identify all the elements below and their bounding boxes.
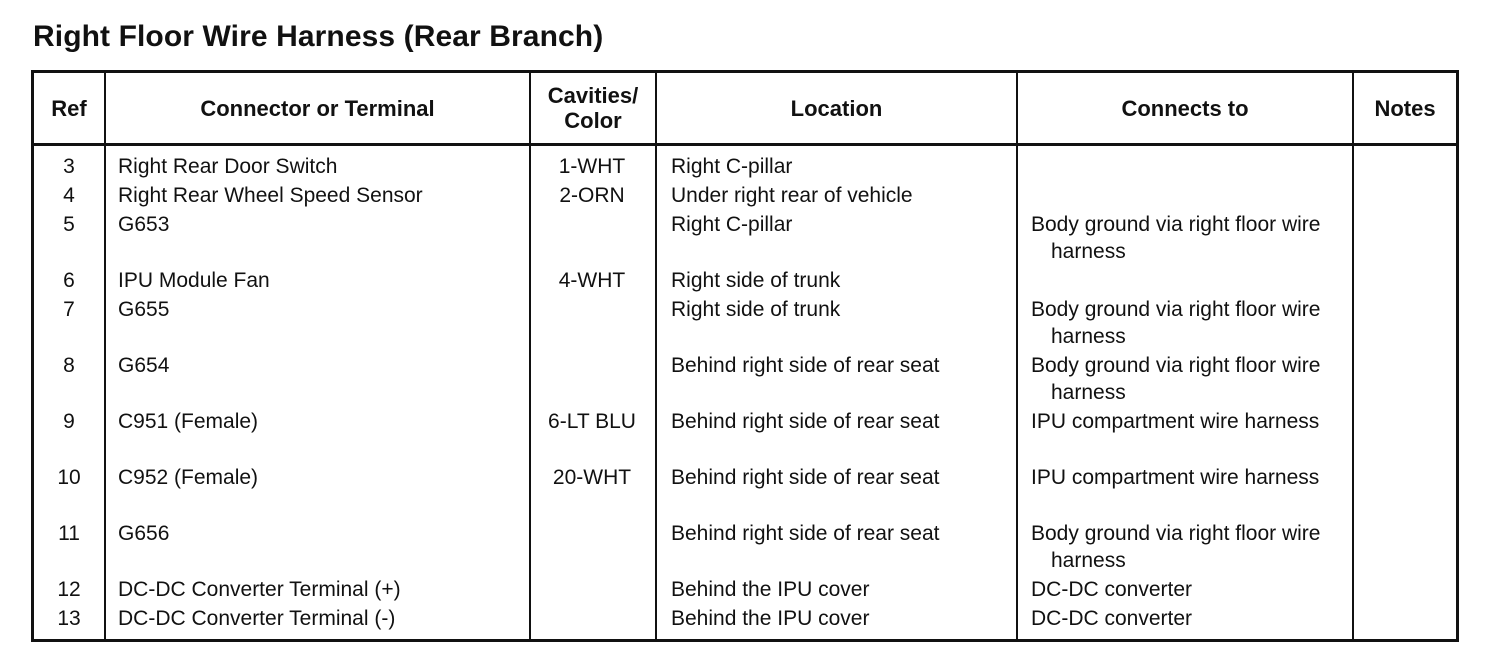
- connects-to-line: harness: [1051, 549, 1126, 572]
- header-location: Location: [790, 95, 883, 121]
- column-divider: [1016, 73, 1018, 639]
- location-cell: Under right rear of vehicle: [671, 184, 913, 207]
- header-connects-to: Connects to: [1121, 95, 1249, 121]
- header-divider: [34, 143, 1456, 146]
- connector-cell: Right Rear Door Switch: [118, 155, 338, 178]
- connector-cell: G654: [118, 354, 170, 377]
- connector-cell: G653: [118, 213, 170, 236]
- connector-cell: C952 (Female): [118, 466, 259, 489]
- cavities-cell: 6-LT BLU: [548, 410, 636, 433]
- connector-cell: Right Rear Wheel Speed Sensor: [118, 184, 423, 207]
- location-cell: Right C-pillar: [671, 213, 793, 236]
- ref-cell: 12: [57, 578, 81, 601]
- connector-cell: G656: [118, 522, 170, 545]
- connects-to-line: Body ground via right floor wire: [1031, 298, 1321, 321]
- header-connector: Connector or Terminal: [200, 95, 435, 121]
- ref-cell: 8: [63, 354, 75, 377]
- ref-cell: 6: [63, 269, 75, 292]
- cavities-cell: 20-WHT: [552, 466, 632, 489]
- location-cell: Right side of trunk: [671, 269, 841, 292]
- ref-cell: 5: [63, 213, 75, 236]
- column-divider: [655, 73, 657, 639]
- header-notes: Notes: [1374, 95, 1436, 121]
- location-cell: Behind the IPU cover: [671, 607, 870, 630]
- connector-cell: G655: [118, 298, 170, 321]
- connector-cell: DC-DC Converter Terminal (-): [118, 607, 396, 630]
- connects-to-cell: [1031, 520, 1361, 574]
- connects-to-cell: [1031, 576, 1361, 603]
- connects-to-line: harness: [1051, 240, 1126, 263]
- ref-cell: 4: [63, 184, 75, 207]
- connects-to-line: harness: [1051, 381, 1126, 404]
- connects-to-cell: [1031, 352, 1361, 406]
- header-cavities: Cavities/ Color: [547, 83, 639, 133]
- cavities-cell: 1-WHT: [558, 155, 626, 178]
- connects-to-cell: [1031, 408, 1361, 435]
- location-cell: Right side of trunk: [671, 298, 841, 321]
- cavities-cell: 4-WHT: [558, 269, 626, 292]
- connects-to-line: IPU compartment wire harness: [1031, 466, 1320, 489]
- ref-cell: 10: [57, 466, 81, 489]
- connects-to-line: DC-DC converter: [1031, 607, 1193, 630]
- connects-to-cell: [1031, 605, 1361, 632]
- ref-cell: 13: [57, 607, 81, 630]
- connector-cell: IPU Module Fan: [118, 269, 270, 292]
- ref-cell: 3: [63, 155, 75, 178]
- page-title: Right Floor Wire Harness (Rear Branch): [33, 20, 604, 53]
- harness-table: [31, 70, 1459, 642]
- ref-cell: 11: [58, 522, 80, 545]
- location-cell: Behind right side of rear seat: [671, 410, 940, 433]
- connects-to-cell: [1031, 296, 1361, 350]
- connects-to-line: Body ground via right floor wire: [1031, 213, 1321, 236]
- ref-cell: 9: [63, 410, 75, 433]
- location-cell: Behind right side of rear seat: [671, 466, 940, 489]
- connects-to-line: DC-DC converter: [1031, 578, 1193, 601]
- connector-cell: DC-DC Converter Terminal (+): [118, 578, 401, 601]
- connects-to-line: harness: [1051, 325, 1126, 348]
- location-cell: Behind right side of rear seat: [671, 522, 940, 545]
- connector-cell: C951 (Female): [118, 410, 259, 433]
- cavities-cell: 2-ORN: [559, 184, 625, 207]
- connects-to-line: Body ground via right floor wire: [1031, 354, 1321, 377]
- connects-to-cell: [1031, 211, 1361, 265]
- connects-to-cell: [1031, 464, 1361, 491]
- connects-to-line: IPU compartment wire harness: [1031, 410, 1320, 433]
- location-cell: Right C-pillar: [671, 155, 793, 178]
- connects-to-line: Body ground via right floor wire: [1031, 522, 1321, 545]
- location-cell: Behind the IPU cover: [671, 578, 870, 601]
- location-cell: Behind right side of rear seat: [671, 354, 940, 377]
- header-ref: Ref: [51, 95, 87, 121]
- column-divider: [104, 73, 106, 639]
- ref-cell: 7: [63, 298, 75, 321]
